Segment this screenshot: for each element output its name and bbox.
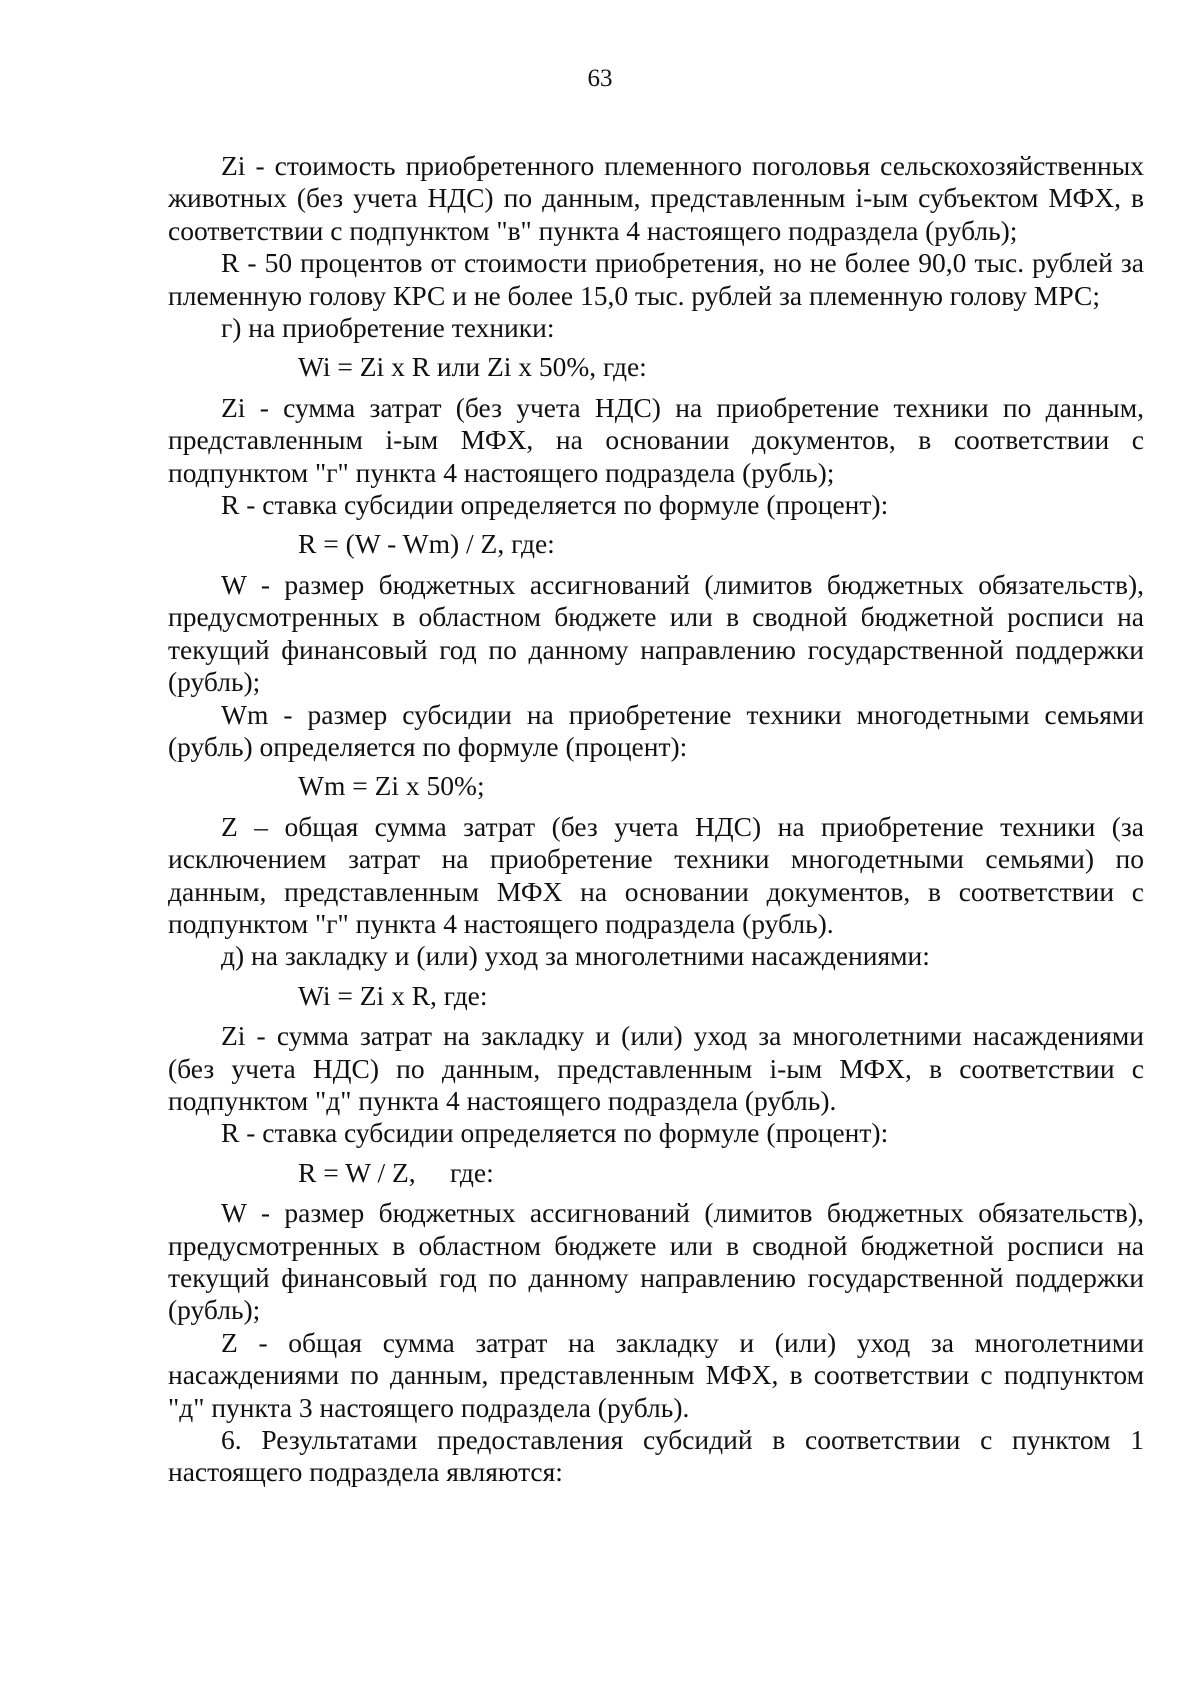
formula-wi-plantations: Wi = Zi x R, где: — [298, 979, 488, 1011]
paragraph-z-definition-machinery: Z – общая сумма затрат (без учета НДС) на приобретение техники (за исключением затрат на приобретение техники многодетными семьями) по данным, представленным МФХ на основании документов, в соответствии с подпунктом "г" пункта 4 настоящего подраздела (рубль). — [168, 810, 1144, 939]
paragraph-wm-definition: Wm - размер субсидии на приобретение техники многодетными семьями (рубль) определяется по формуле (процент): — [168, 698, 1144, 762]
paragraph-z-definition-plantations: Z - общая сумма затрат на закладку и (или) уход за многолетними насаждениями по данным, представленным МФХ, в соответствии с подпунктом "д" пункта 3 настоящего подраздела (рубль). — [168, 1326, 1144, 1423]
paragraph-r-definition-plantations: R - ставка субсидии определяется по формуле (процент): — [221, 1117, 889, 1149]
page-number: 63 — [587, 65, 613, 92]
paragraph-r-definition-machinery: R - ставка субсидии определяется по формуле (процент): — [221, 489, 889, 521]
paragraph-zi-definition-plantations: Zi - сумма затрат на закладку и (или) уход за многолетними насаждениями (без учета НДС) по данным, представленным i-ым МФХ, в соответствии с подпунктом "д" пункта 4 настоящего подраздела (рубль). — [168, 1020, 1144, 1116]
paragraph-w-definition-machinery: W - размер бюджетных ассигнований (лимитов бюджетных обязательств), предусмотренных в областном бюджете или в сводной бюджетной росписи на текущий финансовый год по данному направлению государственной поддержки (рубль); — [168, 568, 1144, 698]
paragraph-r-definition-livestock: R - 50 процентов от стоимости приобретения, но не более 90,0 тыс. рублей за племенную голову КРС и не более 15,0 тыс. рублей за племенную голову МРС; — [168, 247, 1144, 311]
document-body — [168, 150, 1144, 1489]
formula-r-plantations: R = W / Z, где: — [298, 1156, 494, 1188]
paragraph-zi-definition-machinery: Zi - сумма затрат (без учета НДС) на приобретение техники по данным, представленным i-ым МФХ, на основании документов, в соответствии с подпунктом "г" пункта 4 настоящего подраздела (рубль); — [168, 391, 1144, 488]
formula-wm: Wm = Zi x 50%; — [298, 770, 485, 802]
formula-r-machinery: R = (W - Wm) / Z, где: — [298, 528, 555, 560]
paragraph-item-d: д) на закладку и (или) уход за многолетними насаждениями: — [221, 940, 930, 972]
paragraph-w-definition-plantations: W - размер бюджетных ассигнований (лимитов бюджетных обязательств), предусмотренных в областном бюджете или в сводной бюджетной росписи на текущий финансовый год по данному направлению государственной поддержки (рубль); — [168, 1197, 1144, 1326]
formula-wi-machinery: Wi = Zi x R или Zi x 50%, где: — [298, 351, 647, 383]
paragraph-item-g: г) на приобретение техники: — [221, 312, 555, 344]
paragraph-zi-definition-livestock: Zi - стоимость приобретенного племенного поголовья сельскохозяйственных животных (без учета НДС) по данным, представленным i-ым субъектом МФХ, в соответствии с подпунктом "в" пункта 4 настоящего подраздела (рубль); — [168, 150, 1144, 246]
paragraph-item-6: 6. Результатами предоставления субсидий в соответствии с пунктом 1 настоящего подраздела являются: — [168, 1424, 1144, 1488]
